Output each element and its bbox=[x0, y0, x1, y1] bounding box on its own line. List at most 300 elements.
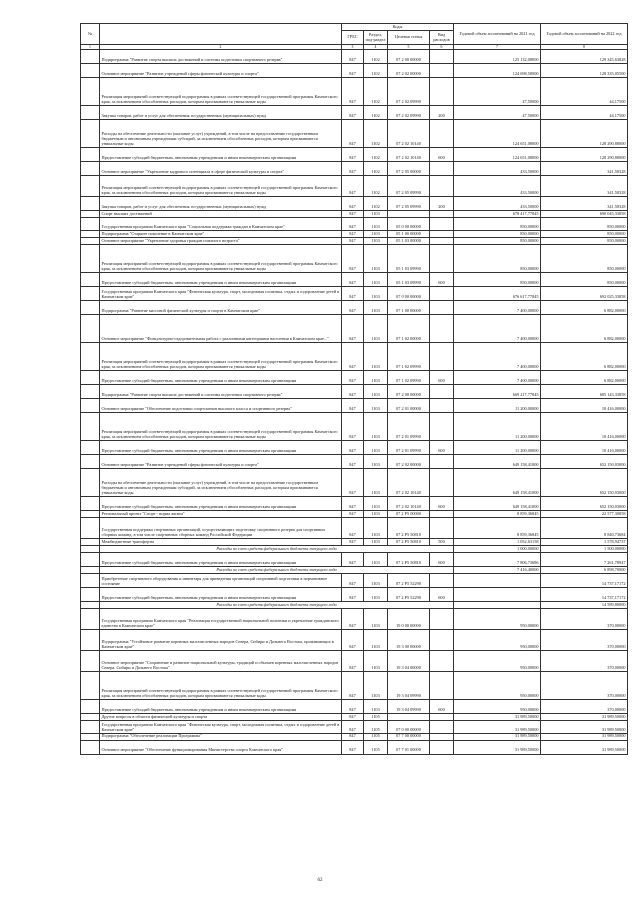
row-amount-2022: 6 898,70000 bbox=[541, 567, 628, 574]
row-csr: 07 0 00 00000 bbox=[388, 720, 430, 733]
row-grbs: 847 bbox=[342, 574, 364, 588]
row-name: Региональный проект "Спорт - норма жизни" bbox=[100, 511, 342, 518]
row-vr bbox=[430, 630, 454, 651]
row-vr: 600 bbox=[430, 148, 454, 162]
row-grbs: 847 bbox=[342, 197, 364, 211]
row-vr bbox=[430, 740, 454, 754]
row-vr: 600 bbox=[430, 700, 454, 714]
row-grbs: 847 bbox=[342, 120, 364, 148]
table-note-row bbox=[81, 546, 628, 553]
table-row bbox=[81, 315, 628, 343]
row-razdel: 1103 bbox=[364, 238, 388, 245]
row-name: Межбюджетные трансферты bbox=[100, 539, 342, 546]
row-amount-2021: 31 989,50000 bbox=[454, 740, 541, 754]
row-name: Основное мероприятие "Укрепление здоровья граждан пожилого возраста" bbox=[100, 238, 342, 245]
row-amount-2022: 128 290,88000 bbox=[541, 120, 628, 148]
row-razdel: 1103 bbox=[364, 672, 388, 700]
table-row bbox=[81, 50, 628, 64]
row-razdel: 1103 bbox=[364, 539, 388, 546]
row-grbs: 847 bbox=[342, 371, 364, 385]
row-amount-2021 bbox=[454, 602, 541, 609]
table-row bbox=[81, 238, 628, 245]
table-row bbox=[81, 176, 628, 197]
row-csr: 07 2 01 09990 bbox=[388, 413, 430, 441]
row-csr: 07 0 00 00000 bbox=[388, 287, 430, 301]
row-razdel: 1103 bbox=[364, 511, 388, 518]
row-grbs: 847 bbox=[342, 238, 364, 245]
row-vr: 200 bbox=[430, 197, 454, 211]
row-amount-2022: 22 577,30858 bbox=[541, 511, 628, 518]
row-amount-2021: 31 989,50000 bbox=[454, 720, 541, 733]
row-amount-2021: 7 400,00000 bbox=[454, 315, 541, 343]
row-csr: 07 2 02 00000 bbox=[388, 455, 430, 469]
table-row bbox=[81, 630, 628, 651]
row-razdel: 1103 bbox=[364, 399, 388, 413]
row-grbs: 847 bbox=[342, 148, 364, 162]
row-number bbox=[81, 218, 100, 231]
row-number bbox=[81, 371, 100, 385]
row-csr: 19 3 00 00000 bbox=[388, 630, 430, 651]
row-amount-2022: 1 500,00000 bbox=[541, 546, 628, 553]
row-number bbox=[81, 546, 100, 553]
table-row bbox=[81, 197, 628, 211]
row-amount-2022: 850,00000 bbox=[541, 245, 628, 273]
row-name: Подпрограмма "Обеспечение реализации Программы" bbox=[100, 733, 342, 740]
row-razdel: 1103 bbox=[364, 518, 388, 539]
budget-table-body bbox=[81, 50, 628, 755]
table-row bbox=[81, 287, 628, 301]
row-number bbox=[81, 231, 100, 238]
row-csr: 07 2 02 10140 bbox=[388, 148, 430, 162]
row-amount-2021: 950,00000 bbox=[454, 630, 541, 651]
row-number bbox=[81, 301, 100, 315]
row-grbs: 847 bbox=[342, 651, 364, 672]
row-number bbox=[81, 162, 100, 176]
row-csr: 07 2 02 10140 bbox=[388, 120, 430, 148]
row-number bbox=[81, 553, 100, 567]
row-amount-2021: 31 989,50000 bbox=[454, 714, 541, 721]
row-vr: 500 bbox=[430, 539, 454, 546]
row-grbs: 847 bbox=[342, 106, 364, 120]
row-razdel: 1103 bbox=[364, 574, 388, 588]
row-grbs: 847 bbox=[342, 78, 364, 106]
row-vr bbox=[430, 238, 454, 245]
row-vr bbox=[430, 231, 454, 238]
row-razdel: 1102 bbox=[364, 148, 388, 162]
row-grbs: 847 bbox=[342, 539, 364, 546]
row-name: Реализация мероприятий соответствующей подпрограммы в рамках соответствующей государственной программы Камчатского края, за исключением обособленных расходов, которым присваиваются уникальные коды bbox=[100, 672, 342, 700]
col-number: 5 bbox=[388, 45, 430, 50]
row-number bbox=[81, 315, 100, 343]
row-vr: 600 bbox=[430, 497, 454, 511]
row-vr bbox=[430, 287, 454, 301]
row-number bbox=[81, 630, 100, 651]
row-csr: 07 7 00 00000 bbox=[388, 733, 430, 740]
row-csr: 05 1 03 09990 bbox=[388, 245, 430, 273]
row-amount-2022: 129 345,63828 bbox=[541, 50, 628, 64]
table-row bbox=[81, 162, 628, 176]
row-amount-2022: 10 416,00000 bbox=[541, 413, 628, 441]
row-amount-2021: 11 200,00000 bbox=[454, 399, 541, 413]
row-grbs: 847 bbox=[342, 740, 364, 754]
row-name: Реализация мероприятий соответствующей подпрограммы в рамках соответствующей государственной программы Камчатского края, за исключением обособленных расходов, которым присваиваются уникальные коды bbox=[100, 343, 342, 371]
table-row bbox=[81, 714, 628, 721]
row-amount-2021: 125 132,08000 bbox=[454, 50, 541, 64]
row-amount-2021: 7 806,73686 bbox=[454, 553, 541, 567]
row-number bbox=[81, 574, 100, 588]
col-number: 3 bbox=[342, 45, 364, 50]
row-grbs: 847 bbox=[342, 518, 364, 539]
row-grbs: 847 bbox=[342, 399, 364, 413]
row-name: Предоставление субсидий бюджетным, автономным учреждениям и иным некоммерческим организациям bbox=[100, 553, 342, 567]
table-row bbox=[81, 413, 628, 441]
row-vr bbox=[430, 455, 454, 469]
row-amount-2021: 950,00000 bbox=[454, 609, 541, 630]
row-number bbox=[81, 399, 100, 413]
table-row bbox=[81, 455, 628, 469]
row-amount-2021: 47,50000 bbox=[454, 106, 541, 120]
row-amount-2022: 7 261,78947 bbox=[541, 553, 628, 567]
col-number: 6 bbox=[430, 45, 454, 50]
row-grbs: 847 bbox=[342, 287, 364, 301]
row-csr: 19 0 00 00000 bbox=[388, 609, 430, 630]
row-name: Закупка товаров, работ и услуг для обеспечения государственных (муниципальных) нужд bbox=[100, 197, 342, 211]
row-amount-2021: 7 400,00000 bbox=[454, 371, 541, 385]
row-name: Спорт высших достижений bbox=[100, 211, 342, 218]
row-number bbox=[81, 539, 100, 546]
row-csr: 07 2 01 09990 bbox=[388, 441, 430, 455]
table-row bbox=[81, 588, 628, 602]
row-csr: 07 2 02 09990 bbox=[388, 106, 430, 120]
row-razdel: 1102 bbox=[364, 78, 388, 106]
row-number bbox=[81, 64, 100, 78]
row-amount-2022: 341,58328 bbox=[541, 197, 628, 211]
row-amount-2022: 31 989,50000 bbox=[541, 720, 628, 733]
row-name: Основное мероприятие "Физкультурно-оздоровительная работа с различными категориями населения в Камчатском крае..." bbox=[100, 315, 342, 343]
row-csr: 07 2 02 09990 bbox=[388, 78, 430, 106]
row-amount-2021: 11 200,00000 bbox=[454, 413, 541, 441]
row-amount-2022: 6 882,00000 bbox=[541, 343, 628, 371]
row-razdel: 1103 bbox=[364, 413, 388, 441]
row-vr bbox=[430, 574, 454, 588]
row-razdel: 1103 bbox=[364, 441, 388, 455]
table-row bbox=[81, 106, 628, 120]
row-vr bbox=[430, 301, 454, 315]
row-csr: 07 2 P5 52290 bbox=[388, 588, 430, 602]
row-name: Основное мероприятие "Сохранение и развитие национальной культуры, традиций и обычаев коренных малочисленных народов Севера, Сибири и Дальнего Востока" bbox=[100, 651, 342, 672]
row-amount-2021: 850,00000 bbox=[454, 231, 541, 238]
row-number bbox=[81, 672, 100, 700]
row-razdel: 1103 bbox=[364, 455, 388, 469]
row-vr bbox=[430, 245, 454, 273]
row-name: Основное мероприятие "Обеспечение функционирования Министерства спорта Камчатского края" bbox=[100, 740, 342, 754]
row-amount-2022: 10 416,00000 bbox=[541, 441, 628, 455]
row-amount-2021: 678 417,77845 bbox=[454, 211, 541, 218]
table-note-row bbox=[81, 602, 628, 609]
row-number bbox=[81, 497, 100, 511]
row-grbs: 847 bbox=[342, 218, 364, 231]
row-razdel: 1102 bbox=[364, 162, 388, 176]
row-vr: 200 bbox=[430, 106, 454, 120]
row-grbs: 847 bbox=[342, 469, 364, 497]
row-grbs: 847 bbox=[342, 211, 364, 218]
table-row bbox=[81, 385, 628, 399]
table-row bbox=[81, 231, 628, 238]
row-amount-2021: 8 859,36845 bbox=[454, 511, 541, 518]
row-amount-2022: 652 150,03000 bbox=[541, 497, 628, 511]
row-vr bbox=[430, 162, 454, 176]
row-grbs: 847 bbox=[342, 672, 364, 700]
header-vr: Вид расходов bbox=[430, 31, 454, 45]
row-csr: 07 2 P5 50810 bbox=[388, 518, 430, 539]
row-number bbox=[81, 287, 100, 301]
table-row bbox=[81, 343, 628, 371]
row-amount-2021: 950,00000 bbox=[454, 651, 541, 672]
row-number bbox=[81, 176, 100, 197]
row-amount-2022: 31 989,50000 bbox=[541, 714, 628, 721]
row-name: Реализация мероприятий соответствующей подпрограммы в рамках соответствующей государственной программы Камчатского края, за исключением обособленных расходов, которым присваиваются уникальные коды bbox=[100, 78, 342, 106]
row-grbs: 847 bbox=[342, 231, 364, 238]
row-name: Реализация мероприятий соответствующей подпрограммы в рамках соответствующей государственной программы Камчатского края, за исключением обособленных расходов, которым присваиваются уникальные коды bbox=[100, 176, 342, 197]
table-row bbox=[81, 64, 628, 78]
row-number bbox=[81, 588, 100, 602]
header-razdel: Раздел, под-раздел bbox=[364, 31, 388, 45]
row-grbs: 847 bbox=[342, 588, 364, 602]
row-amount-2021: 47,50000 bbox=[454, 78, 541, 106]
header-2022: Годовой объем ассигнований на 2022 год bbox=[541, 24, 628, 45]
header-codes: Коды bbox=[342, 24, 454, 31]
row-grbs: 847 bbox=[342, 245, 364, 273]
row-number bbox=[81, 714, 100, 721]
row-amount-2021: 676 617,77845 bbox=[454, 287, 541, 301]
row-name: Реализация мероприятий соответствующей подпрограммы в рамках соответствующей государственной программы Камчатского края, за исключением обособленных расходов, которым присваиваются уникальные коды bbox=[100, 245, 342, 273]
row-name: Государственная поддержка спортивных организаций, осуществляющих подготовку спортивного резерва для спортивных сборных команд, в том числе спортивных сборных команд Российской Федерации bbox=[100, 518, 342, 539]
row-name: Подпрограмма "Развитие спорта высших достижений и системы подготовки спортивного резерва" bbox=[100, 50, 342, 64]
row-amount-2022: 850,00000 bbox=[541, 218, 628, 231]
row-vr bbox=[430, 50, 454, 64]
row-csr: 07 2 05 00000 bbox=[388, 162, 430, 176]
row-razdel: 1103 bbox=[364, 609, 388, 630]
row-amount-2022: 14 737,17172 bbox=[541, 574, 628, 588]
row-grbs: 847 bbox=[342, 441, 364, 455]
row-csr: 07 1 00 00000 bbox=[388, 301, 430, 315]
row-vr bbox=[430, 511, 454, 518]
row-number bbox=[81, 50, 100, 64]
row-amount-2022: 14 589,80000 bbox=[541, 602, 628, 609]
header-grbs: ГРБС bbox=[342, 31, 364, 45]
row-vr bbox=[430, 518, 454, 539]
row-razdel: 1105 bbox=[364, 714, 388, 721]
row-razdel: 1103 bbox=[364, 630, 388, 651]
row-amount-2021: 850,00000 bbox=[454, 273, 541, 287]
col-number: 2 bbox=[100, 45, 342, 50]
row-csr: 07 2 P5 50810 bbox=[388, 553, 430, 567]
row-grbs: 847 bbox=[342, 162, 364, 176]
row-number bbox=[81, 413, 100, 441]
row-csr: 07 1 02 09990 bbox=[388, 343, 430, 371]
row-razdel: 1103 bbox=[364, 385, 388, 399]
page-number: 62 bbox=[317, 878, 323, 883]
table-row bbox=[81, 497, 628, 511]
table-row bbox=[81, 399, 628, 413]
row-name: Предоставление субсидий бюджетным, автономным учреждениям и иным некоммерческим организациям bbox=[100, 441, 342, 455]
row-number bbox=[81, 720, 100, 733]
row-number bbox=[81, 455, 100, 469]
row-razdel: 1103 bbox=[364, 588, 388, 602]
table-row bbox=[81, 700, 628, 714]
row-csr bbox=[388, 211, 430, 218]
row-amount-2022: 685 143,33858 bbox=[541, 385, 628, 399]
row-razdel: 1102 bbox=[364, 176, 388, 197]
row-grbs: 847 bbox=[342, 720, 364, 733]
budget-table bbox=[80, 23, 628, 755]
row-name: Государственная программа Камчатского края "Социальная поддержка граждан в Камчатском крае" bbox=[100, 218, 342, 231]
table-row bbox=[81, 720, 628, 733]
row-amount-2021: 649 158,41000 bbox=[454, 469, 541, 497]
row-amount-2022: 370,00000 bbox=[541, 651, 628, 672]
row-razdel: 1102 bbox=[364, 106, 388, 120]
row-number bbox=[81, 245, 100, 273]
row-name: Закупка товаров, работ и услуг для обеспечения государственных (муниципальных) нужд bbox=[100, 106, 342, 120]
row-number bbox=[81, 211, 100, 218]
row-vr: 600 bbox=[430, 273, 454, 287]
row-vr: 600 bbox=[430, 371, 454, 385]
row-grbs: 847 bbox=[342, 50, 364, 64]
table-row bbox=[81, 218, 628, 231]
row-csr: 05 0 00 00000 bbox=[388, 218, 430, 231]
table-row bbox=[81, 740, 628, 754]
row-csr: 07 2 P5 00000 bbox=[388, 511, 430, 518]
table-row bbox=[81, 148, 628, 162]
row-name: Основное мероприятие "Развитие учреждений сферы физической культуры и спорта" bbox=[100, 64, 342, 78]
row-amount-2022: 370,00000 bbox=[541, 672, 628, 700]
row-amount-2021: 124 651,08000 bbox=[454, 120, 541, 148]
table-row bbox=[81, 245, 628, 273]
row-amount-2021: 7 416,40000 bbox=[454, 567, 541, 574]
row-amount-2021: 1 052,63158 bbox=[454, 539, 541, 546]
row-number bbox=[81, 343, 100, 371]
row-name: Предоставление субсидий бюджетным, автономным учреждениям и иным некоммерческим организациям bbox=[100, 371, 342, 385]
row-name: Государственная программа Камчатского края "Физическая культура, спорт, молодежная политика, отдых и оздоровление детей в Камчатском крае" bbox=[100, 287, 342, 301]
row-name: Другие вопросы в области физической культуры и спорта bbox=[100, 714, 342, 721]
row-vr bbox=[430, 315, 454, 343]
row-amount-2022: 10 416,00000 bbox=[541, 399, 628, 413]
row-vr bbox=[430, 720, 454, 733]
row-vr bbox=[430, 78, 454, 106]
row-vr bbox=[430, 176, 454, 197]
row-grbs: 847 bbox=[342, 511, 364, 518]
row-number bbox=[81, 106, 100, 120]
row-amount-2022: 652 150,03000 bbox=[541, 469, 628, 497]
row-name: Предоставление субсидий бюджетным, автономным учреждениям и иным некоммерческим организациям bbox=[100, 273, 342, 287]
row-razdel: 1103 bbox=[364, 273, 388, 287]
row-csr: 07 7 01 00000 bbox=[388, 740, 430, 754]
row-amount-2022: 128 335,05500 bbox=[541, 64, 628, 78]
table-row bbox=[81, 120, 628, 148]
row-amount-2022: 8 840,73684 bbox=[541, 518, 628, 539]
row-amount-2021: 1 000,00000 bbox=[454, 546, 541, 553]
table-row bbox=[81, 78, 628, 106]
row-vr bbox=[430, 343, 454, 371]
table-row bbox=[81, 651, 628, 672]
row-name: Основное мероприятие "Обеспечение подготовки спортсменов высокого класса и спортивного резерва" bbox=[100, 399, 342, 413]
row-amount-2022: 652 150,03000 bbox=[541, 455, 628, 469]
row-name: Подпрограмма "Развитие массовой физической культуры и спорта в Камчатском крае" bbox=[100, 301, 342, 315]
row-vr bbox=[430, 64, 454, 78]
table-row bbox=[81, 518, 628, 539]
table-row bbox=[81, 211, 628, 218]
row-amount-2021: 649 158,41000 bbox=[454, 455, 541, 469]
row-number bbox=[81, 609, 100, 630]
row-vr bbox=[430, 651, 454, 672]
row-grbs: 847 bbox=[342, 630, 364, 651]
row-grbs: 847 bbox=[342, 455, 364, 469]
row-csr: 05 1 03 09990 bbox=[388, 273, 430, 287]
row-csr: 07 2 02 10140 bbox=[388, 497, 430, 511]
row-razdel: 1103 bbox=[364, 651, 388, 672]
table-row bbox=[81, 301, 628, 315]
row-amount-2021: 11 200,00000 bbox=[454, 441, 541, 455]
table-row bbox=[81, 371, 628, 385]
row-number bbox=[81, 238, 100, 245]
table-note-row bbox=[81, 567, 628, 574]
row-amount-2022: 44,17500 bbox=[541, 78, 628, 106]
row-razdel: 1103 bbox=[364, 315, 388, 343]
row-number bbox=[81, 273, 100, 287]
row-number bbox=[81, 148, 100, 162]
table-row bbox=[81, 574, 628, 588]
row-csr: 07 2 00 00000 bbox=[388, 385, 430, 399]
row-grbs: 847 bbox=[342, 315, 364, 343]
row-grbs: 847 bbox=[342, 700, 364, 714]
row-vr: 600 bbox=[430, 588, 454, 602]
row-vr bbox=[430, 218, 454, 231]
row-amount-2022: 6 882,00000 bbox=[541, 301, 628, 315]
row-note: Расходы за счет средств федерального бюджета текущего года bbox=[100, 567, 454, 574]
row-csr: 07 2 02 10140 bbox=[388, 469, 430, 497]
row-csr: 19 3 04 09990 bbox=[388, 672, 430, 700]
row-razdel: 1103 bbox=[364, 469, 388, 497]
row-number bbox=[81, 740, 100, 754]
row-razdel: 1103 bbox=[364, 287, 388, 301]
row-name: Подпрограмма "Старшее поколение в Камчатском крае" bbox=[100, 231, 342, 238]
row-grbs: 847 bbox=[342, 413, 364, 441]
row-vr: 600 bbox=[430, 553, 454, 567]
row-grbs: 847 bbox=[342, 733, 364, 740]
row-csr: 07 2 00 00000 bbox=[388, 50, 430, 64]
row-name: Основное мероприятие "Укрепление кадрового потенциала в сфере физической культуры и спорта" bbox=[100, 162, 342, 176]
row-grbs: 847 bbox=[342, 714, 364, 721]
col-number: 1 bbox=[81, 45, 100, 50]
row-razdel: 1105 bbox=[364, 740, 388, 754]
table-row bbox=[81, 609, 628, 630]
row-razdel: 1103 bbox=[364, 218, 388, 231]
row-number bbox=[81, 518, 100, 539]
row-amount-2021: 850,00000 bbox=[454, 218, 541, 231]
row-amount-2022: 850,00000 bbox=[541, 273, 628, 287]
row-razdel: 1102 bbox=[364, 120, 388, 148]
row-grbs: 847 bbox=[342, 497, 364, 511]
row-amount-2021: 31 989,50000 bbox=[454, 733, 541, 740]
row-note: Расходы за счет средств федерального бюджета текущего года bbox=[100, 546, 454, 553]
row-vr bbox=[430, 399, 454, 413]
row-razdel: 1103 bbox=[364, 371, 388, 385]
row-name: Предоставление субсидий бюджетным, автономным учреждениям и иным некоммерческим организациям bbox=[100, 497, 342, 511]
row-razdel: 1103 bbox=[364, 245, 388, 273]
col-number: 7 bbox=[454, 45, 541, 50]
row-csr: 07 2 02 00000 bbox=[388, 64, 430, 78]
col-number: 4 bbox=[364, 45, 388, 50]
